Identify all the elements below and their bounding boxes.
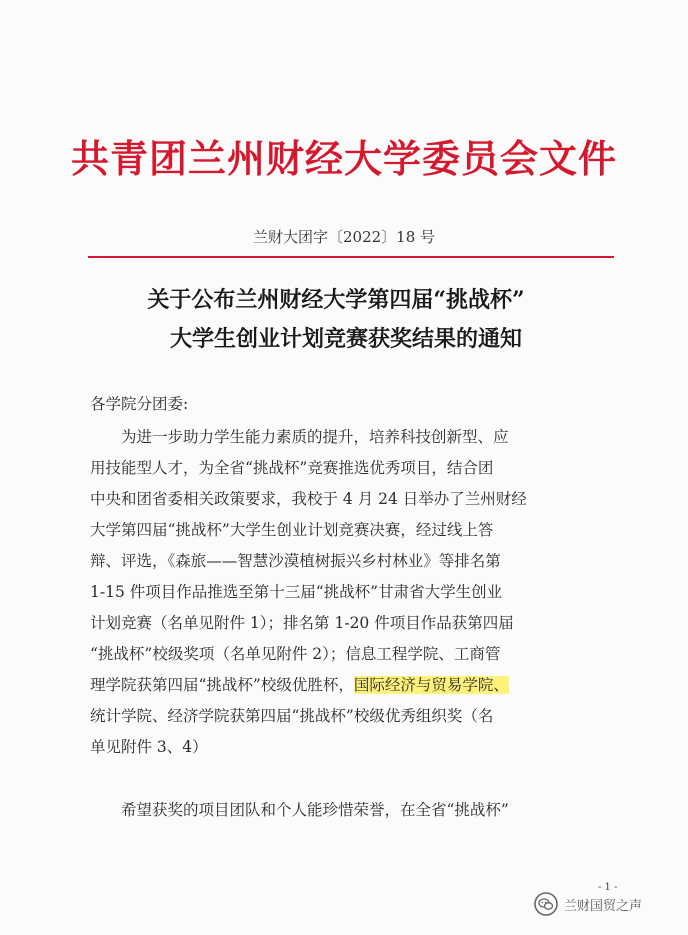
paragraph-line: 大学第四届“挑战杯”大学生创业计划竞赛决赛，经过线上答 (90, 521, 494, 539)
paragraph-1 (90, 422, 620, 763)
document-number: 兰财大团字〔2022〕18 号 (252, 228, 436, 246)
notice-title-line-1: 关于公布兰州财经大学第四届“挑战杯” (147, 287, 525, 313)
paragraph-line-text: 理学院获第四届“挑战杯”校级优胜杯， (90, 676, 354, 694)
paragraph-2 (90, 795, 620, 826)
paragraph-line (90, 670, 620, 701)
red-divider-line (88, 256, 614, 258)
paragraph-line: 为进一步助力学生能力素质的提升，培养科技创新型、应 (90, 428, 509, 446)
paragraph-line: 计划竞赛（名单见附件 1）；排名第 1-20 件项目作品获第四届 (90, 614, 514, 632)
paragraph-line: 统计学院、经济学院获第四届“挑战杯”校级优秀组织奖（名 (90, 707, 494, 725)
paragraph-line: 1-15 件项目作品推选至第十三届“挑战杯”甘肃省大学生创业 (90, 583, 503, 601)
paragraph-line: 单见附件 3、4） (90, 738, 208, 756)
paragraph-line: 用技能型人才，为全省“挑战杯”竞赛推选优秀项目，结合团 (90, 459, 494, 477)
org-header: 共青团兰州财经大学委员会文件 (70, 136, 617, 181)
paragraph-line: 希望获奖的项目团队和个人能珍惜荣誉，在全省“挑战杯” (90, 801, 509, 819)
paragraph-line: “挑战杯”校级奖项（名单见附件 2）；信息工程学院、工商管 (90, 645, 501, 663)
wechat-watermark (534, 891, 642, 917)
page-number: - 1 - (598, 882, 618, 893)
wechat-logo-icon (534, 892, 558, 916)
paragraph-line: 中央和团省委相关政策要求，我校于 4 月 24 日举办了兰州财经 (90, 490, 527, 508)
notice-title-line-2: 大学生创业计划竞赛获奖结果的通知 (169, 326, 522, 352)
salutation: 各学院分团委: (90, 395, 189, 413)
watermark-text: 兰财国贸之声 (564, 898, 643, 914)
paragraph-line: 辩、评选，《森旅——智慧沙漠植树振兴乡村林业》等排名第 (90, 552, 501, 570)
highlighted-college-name: 国际经济与贸易学院、 (353, 676, 509, 694)
